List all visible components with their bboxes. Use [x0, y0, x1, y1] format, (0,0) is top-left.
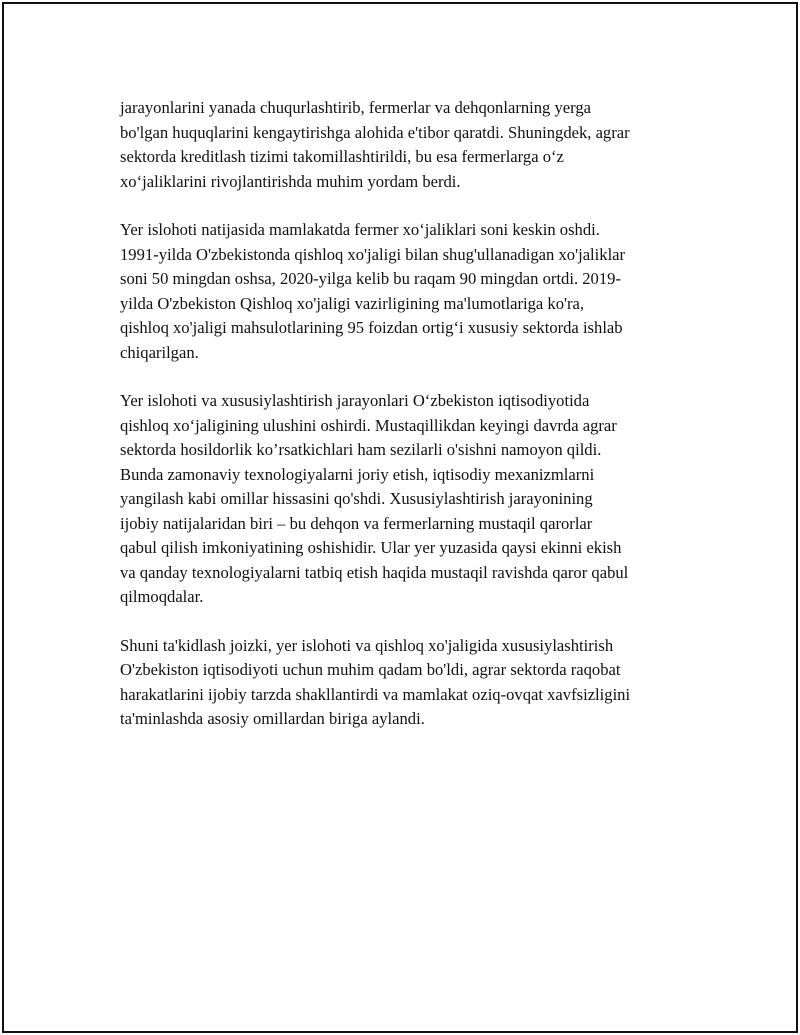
text-line: Bunda zamonaviy texnologiyalarni joriy etish, iqtisodiy mexanizmlarni [120, 464, 595, 484]
text-line: va qanday texnologiyalarni tatbiq etish haqida mustaqil ravishda qaror qabul [120, 562, 629, 582]
text-line: harakatlarini ijobiy tarzda shakllantirdi va mamlakat oziq-ovqat xavfsizligini [120, 684, 631, 704]
text-line: qilmoqdalar. [120, 587, 204, 606]
text-line: qabul qilish imkoniyatining oshishidir. Ular yer yuzasida qaysi ekinni ekish [120, 538, 622, 557]
text-line: ijobiy natijalaridan biri – bu dehqon va fermerlarning mustaqil qarorlar [120, 513, 593, 533]
text-line: soni 50 mingdan oshsa, 2020-yilga kelib bu raqam 90 mingdan ortdi. 2019- [120, 269, 621, 288]
text-line: Shuni ta'kidlash joizki, yer islohoti va qishloq xo'jaligida xususiylashtirish [120, 635, 614, 655]
paragraph-2 [120, 218, 706, 365]
text-line: Yer islohoti natijasida mamlakatda fermer xo‘jaliklari soni keskin oshdi. [120, 220, 600, 239]
text-line: ta'minlashda asosiy omillardan biriga aylandi. [120, 709, 425, 728]
text-line: yangilash kabi omillar hissasini qo'shdi. Xususiylashtirish jarayonining [120, 489, 593, 508]
text-line: jarayonlarini yanada chuqurlashtirib, fermerlar va dehqonlarning yerga [120, 98, 592, 117]
paragraph-4 [120, 634, 706, 732]
text-line: chiqarilgan. [120, 342, 199, 362]
document-page [2, 2, 798, 1033]
document-body [120, 96, 706, 756]
text-line: sektorda kreditlash tizimi takomillashtirildi, bu esa fermerlarga o‘z [120, 147, 564, 166]
text-line: sektorda hosildorlik ko’rsatkichlari ham sezilarli o'sishni namoyon qildi. [120, 440, 602, 459]
paragraph-3 [120, 389, 706, 610]
text-line: O'zbekiston iqtisodiyoti uchun muhim qadam bo'ldi, agrar sektorda raqobat [120, 660, 621, 679]
text-line: bo'lgan huquqlarini kengaytirishga alohida e'tibor qaratdi. Shuningdek, agrar [120, 122, 630, 142]
text-line: qishloq xo‘jaligining ulushini oshirdi. Mustaqillikdan keyingi davrda agrar [120, 415, 617, 435]
paragraph-1 [120, 96, 706, 194]
text-line: qishloq xo'jaligi mahsulotlarining 95 foizdan ortig‘i xususiy sektorda ishlab [120, 318, 623, 337]
text-line: yilda O'zbekiston Qishloq xo'jaligi vazirligining ma'lumotlariga ko'ra, [120, 293, 585, 313]
text-line: Yer islohoti va xususiylashtirish jarayonlari O‘zbekiston iqtisodiyotida [120, 391, 590, 410]
text-line: 1991-yilda O'zbekistonda qishloq xo'jaligi bilan shug'ullanadigan xo'jaliklar [120, 244, 626, 264]
text-line: xo‘jaliklarini rivojlantirishda muhim yordam berdi. [120, 171, 461, 191]
